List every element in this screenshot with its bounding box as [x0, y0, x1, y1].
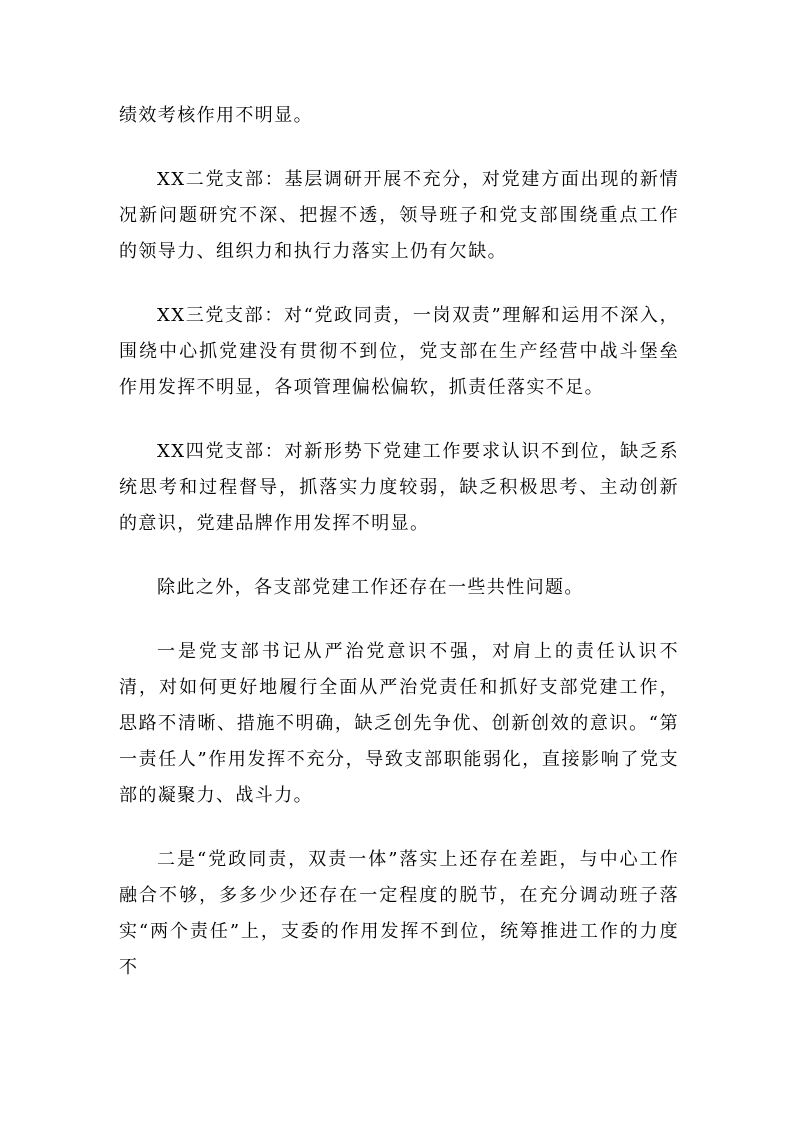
paragraph-branch-4: XX四党支部：对新形势下党建工作要求认识不到位，缺乏系统思考和过程督导，抓落实力度较弱，缺乏积极思考、主动创新的意识，党建品牌作用发挥不明显。: [119, 441, 679, 534]
paragraph-common-issues: 除此之外，各支部党建工作还存在一些共性问题。: [157, 577, 584, 598]
paragraph-continuation: 绩效考核作用不明显。: [119, 105, 313, 126]
paragraph-branch-2: XX二党支部：基层调研开展不充分，对党建方面出现的新情况新问题研究不深、把握不透，领导班子和党支部围绕重点工作的领导力、组织力和执行力落实上仍有欠缺。: [119, 169, 679, 262]
document-body: [119, 98, 679, 986]
paragraph-branch-3: XX三党支部：对“党政同责，一岗双责”理解和运用不深入，围绕中心抓党建没有贯彻不到位，党支部在生产经营中战斗堡垒作用发挥不明显，各项管理偏松偏软，抓责任落实不足。: [119, 305, 679, 398]
paragraph-issue-two: 二是“党政同责，双责一体”落实上还存在差距，与中心工作融合不够，多多少少还存在一定程度的脱节，在充分调动班子落实“两个责任”上，支委的作用发挥不到位，统筹推进工作的力度不: [119, 849, 679, 978]
paragraph-issue-one: 一是党支部书记从严治党意识不强，对肩上的责任认识不清，对如何更好地履行全面从严治党责任和抓好支部党建工作，思路不清晰、措施不明确，缺乏创先争优、创新创效的意识。“第一责任人”作用发挥不充分，导致支部职能弱化，直接影响了党支部的凝聚力、战斗力。: [119, 641, 679, 806]
